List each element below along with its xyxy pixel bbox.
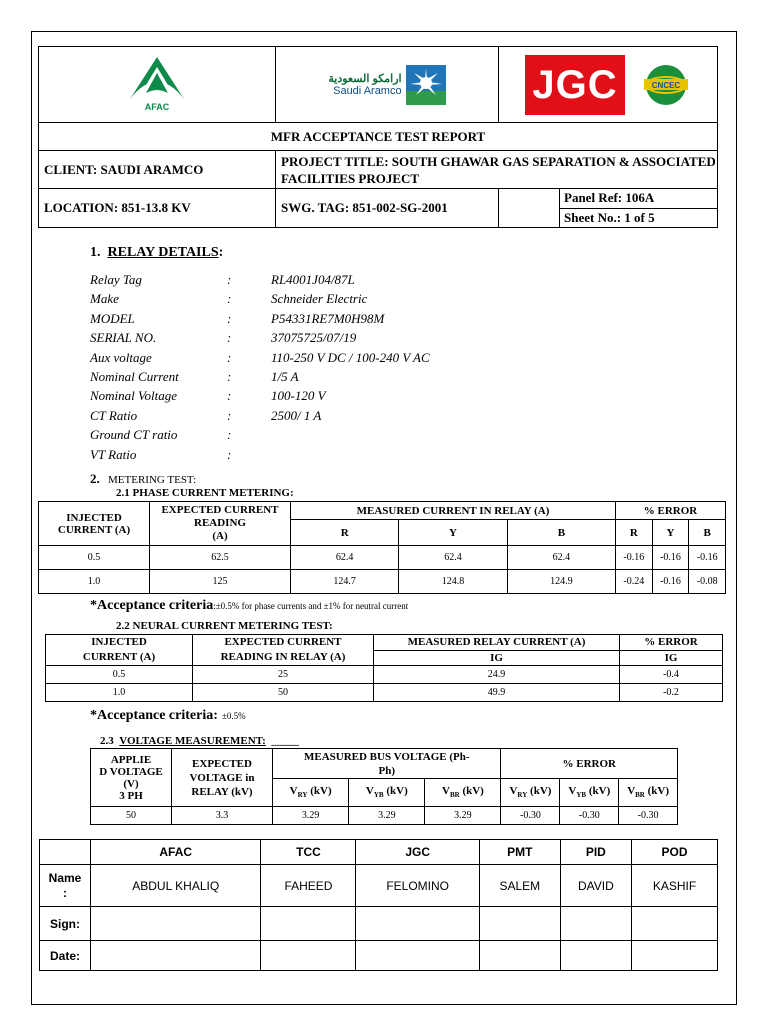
table-row [46,684,723,702]
aramco-arabic-text: ارامكو السعودية [328,73,402,85]
neutral-cell-inj: 1.0 [46,684,193,702]
report-title: MFR ACCEPTANCE TEST REPORT [39,123,718,151]
relay-detail-value: 2500/ 1 A [271,407,322,423]
col-injected-current: INJECTED CURRENT (A) [39,502,150,546]
project-title-field [276,151,718,189]
relay-detail-value: Schneider Electric [271,291,368,307]
relay-detail-separator: : [227,388,232,404]
phase-cell-b: 62.4 [507,546,615,570]
phase-label-r: R [291,520,399,546]
relay-detail-row [90,270,490,289]
phase-cell-exp: 62.5 [150,546,291,570]
col-measured-current: MEASURED CURRENT IN RELAY (A) [291,502,616,520]
relay-detail-label: VT Ratio [90,446,137,462]
client-field: CLIENT: SAUDI ARAMCO [39,151,276,189]
phase-cell-r: 62.4 [291,546,399,570]
svg-text:AFAC: AFAC [144,101,170,112]
neutral-rows [46,666,723,702]
neutral-current-table [45,634,723,702]
col-error-neutral: % ERROR [620,635,723,651]
neutral-metering-heading: 2.2 NEURAL CURRENT METERING TEST: [116,620,333,632]
jgc-logo: JGC [525,55,625,115]
signature-date-row [40,941,718,971]
relay-detail-row [90,328,490,347]
phase-label-y: Y [652,520,689,546]
panel-sheet-cell [499,189,718,228]
name-label [40,865,91,907]
phase-cell-ey: -0.16 [652,546,689,570]
relay-detail-row [90,289,490,308]
name-label-text: Name [48,870,82,885]
phase-cell-y: 62.4 [399,546,507,570]
relay-detail-value: 37075725/07/19 [271,330,357,346]
voltage-cell-e1: -0.30 [501,807,560,825]
signatory-name: KASHIF [632,865,718,907]
aramco-text: Saudi Aramco [333,85,402,97]
voltage-symbol: V [568,785,577,798]
cncec-logo [641,62,691,108]
relay-detail-row [90,386,490,405]
voltage-subscript: BR [635,791,645,800]
relay-detail-row [90,309,490,328]
relay-detail-separator: : [227,349,232,365]
voltage-cell-e3: -0.30 [619,807,678,825]
name-label-colon: : [63,885,67,900]
signature-party-jgc: JGC [356,840,479,865]
col-expected-current: EXPECTED CURRENT READING (A) [150,502,291,546]
relay-detail-value: 100-120 V [271,388,326,404]
signature-party-pmt: PMT [479,840,560,865]
table-row [39,570,726,594]
signature-party-afac: AFAC [91,840,261,865]
voltage-cell-exp: 3.3 [172,807,273,825]
voltage-unit: (kV) [307,785,332,798]
neutral-cell-exp: 25 [193,666,374,684]
neutral-cell-err: -0.4 [620,666,723,684]
metering-heading: 2. METERING TEST: [90,471,197,486]
voltage-data-row [91,807,678,825]
signature-corner [40,840,91,865]
signature-party-pid: PID [560,840,631,865]
date-field [356,941,479,971]
phase-label-b: B [507,520,615,546]
voltage-sub-col [560,779,619,807]
neutral-cell-meas: 49.9 [374,684,620,702]
phase-cell-ey: -0.16 [652,570,689,594]
aramco-logo [276,65,498,105]
voltage-symbol: V [365,785,374,798]
phase-acceptance-criteria: *Acceptance criteria:±0.5% for phase currents and ±1% for neutral current [90,598,409,613]
voltage-subscript: BR [449,791,460,800]
voltage-symbol: V [289,785,298,798]
relay-detail-label: Ground CT ratio [90,427,178,443]
voltage-cell-m1: 3.29 [273,807,349,825]
phase-cell-er: -0.24 [616,570,653,594]
voltage-symbol: V [509,785,518,798]
table-row [39,546,726,570]
phase-cell-eb: -0.16 [689,546,726,570]
date-field [91,941,261,971]
relay-detail-label: SERIAL NO. [90,330,157,346]
relay-detail-label: Make [90,291,119,307]
relay-detail-separator: : [227,427,232,443]
signature-table [39,839,718,971]
phase-label-r: R [616,520,653,546]
col-voltage-error: % ERROR [501,749,678,779]
relay-details-list [90,270,490,464]
voltage-cell-m3: 3.29 [425,807,501,825]
relay-detail-label: MODEL [90,310,135,326]
relay-detail-separator: : [227,291,232,307]
report-header [38,46,718,228]
col-expected-voltage: EXPECTED VOLTAGE in RELAY (kV) [172,749,273,807]
phase-cell-er: -0.16 [616,546,653,570]
jgc-cncec-logo-cell [499,47,718,123]
neutral-cell-exp: 50 [193,684,374,702]
relay-detail-separator: : [227,330,232,346]
voltage-subscript: RY [297,791,308,800]
relay-detail-label: Relay Tag [90,272,142,287]
panel-ref-field: Panel Ref: 106A [560,189,718,208]
project-title-line1: PROJECT TITLE: SOUTH GHAWAR GAS SEPARATION & ASSOCIATED [281,153,716,169]
sub-error-ig: IG [620,650,723,666]
relay-detail-label: Nominal Voltage [90,388,178,404]
phase-cell-r: 124.7 [291,570,399,594]
relay-detail-separator: : [227,368,232,384]
neutral-cell-inj: 0.5 [46,666,193,684]
phase-cell-inj: 0.5 [39,546,150,570]
relay-detail-label: CT Ratio [90,407,138,423]
relay-detail-separator: : [227,407,232,423]
sign-field [91,907,261,941]
relay-detail-label: Aux voltage [90,349,152,365]
signatory-name: ABDUL KHALIQ [91,865,261,907]
neutral-cell-err: -0.2 [620,684,723,702]
voltage-sub-col [425,779,501,807]
relay-detail-label: Nominal Current [90,368,179,384]
phase-cell-y: 124.8 [399,570,507,594]
voltage-unit: (kV) [527,785,552,798]
svg-text:CNCEC: CNCEC [651,80,681,90]
voltage-symbol: V [627,785,636,798]
col-error: % ERROR [616,502,726,520]
project-title-line2: FACILITIES PROJECT [281,170,420,186]
voltage-cell-e2: -0.30 [560,807,619,825]
relay-detail-separator: : [227,272,232,287]
sheet-no-field: Sheet No.: 1 of 5 [560,208,718,227]
relay-detail-separator: : [227,310,232,326]
phase-rows [39,546,726,594]
phase-label-b: B [689,520,726,546]
col-injected-neutral: INJECTED CURRENT (A) [46,635,193,666]
signatory-name: FELOMINO [356,865,479,907]
phase-current-table [38,501,726,594]
relay-detail-value: 1/5 A [271,368,299,384]
voltage-subscript: RY [517,791,528,800]
sub-measured-ig: IG [374,650,620,666]
sign-label: Sign: [40,907,91,941]
relay-detail-row [90,406,490,425]
afac-logo [122,53,192,113]
voltage-subscript: YB [576,791,587,800]
signature-party-pod: POD [632,840,718,865]
voltage-unit: (kV) [644,785,670,798]
col-applied-voltage: APPLIE D VOLTAGE (V) 3 PH [91,749,172,807]
phase-metering-heading: 2.1 PHASE CURRENT METERING: [116,487,294,499]
voltage-unit: (kV) [459,785,484,798]
location-field: LOCATION: 851-13.8 KV [39,189,276,228]
voltage-sub-col [501,779,560,807]
voltage-cell-applied: 50 [91,807,172,825]
relay-detail-row [90,445,490,464]
sign-field [479,907,560,941]
relay-detail-value: RL4001J04/87L [271,272,355,287]
relay-detail-value: P54331RE7M0H98M [271,310,385,326]
date-field [560,941,631,971]
aramco-star-icon [406,65,446,105]
col-measured-neutral: MEASURED RELAY CURRENT (A) [374,635,620,651]
phase-label-y: Y [399,520,507,546]
signature-sign-row [40,907,718,941]
voltage-unit: (kV) [586,785,611,798]
voltage-table [90,748,678,825]
date-field [261,941,356,971]
sign-field [560,907,631,941]
voltage-symbol: V [442,785,450,798]
voltage-sub-col [273,779,349,807]
date-field [479,941,560,971]
signature-names-row [40,865,718,907]
sign-field [356,907,479,941]
phase-cell-eb: -0.08 [689,570,726,594]
voltage-unit: (kV) [383,785,408,798]
table-row [46,666,723,684]
date-field [632,941,718,971]
voltage-sub-col [619,779,678,807]
relay-details-heading: 1. RELAY DETAILS: [90,245,224,260]
phase-cell-b: 124.9 [507,570,615,594]
neutral-acceptance-criteria: *Acceptance criteria: ±0.5% [90,708,246,723]
signatory-name: SALEM [479,865,560,907]
relay-detail-value: 110-250 V DC / 100-240 V AC [271,349,430,365]
voltage-sub-col [349,779,425,807]
signatory-name: FAHEED [261,865,356,907]
voltage-subscript: YB [373,791,384,800]
aramco-logo-cell [276,47,499,123]
swg-tag-field: SWG. TAG: 851-002-SG-2001 [276,189,499,228]
signature-party-tcc: TCC [261,840,356,865]
signature-parties-row [40,840,718,865]
date-label: Date: [40,941,91,971]
col-expected-neutral: EXPECTED CURRENT READING IN RELAY (A) [193,635,374,666]
relay-detail-separator: : [227,446,232,462]
signatory-name: DAVID [560,865,631,907]
sign-field [261,907,356,941]
relay-detail-row [90,367,490,386]
col-measured-bus-voltage: MEASURED BUS VOLTAGE (Ph- Ph) [273,749,501,779]
voltage-cell-m2: 3.29 [349,807,425,825]
afac-logo-cell [39,47,276,123]
sign-field [632,907,718,941]
phase-cell-inj: 1.0 [39,570,150,594]
relay-detail-row [90,348,490,367]
neutral-cell-meas: 24.9 [374,666,620,684]
phase-cell-exp: 125 [150,570,291,594]
relay-detail-row [90,425,490,444]
voltage-heading: 2.3 VOLTAGE MEASUREMENT: _____ [100,735,299,747]
